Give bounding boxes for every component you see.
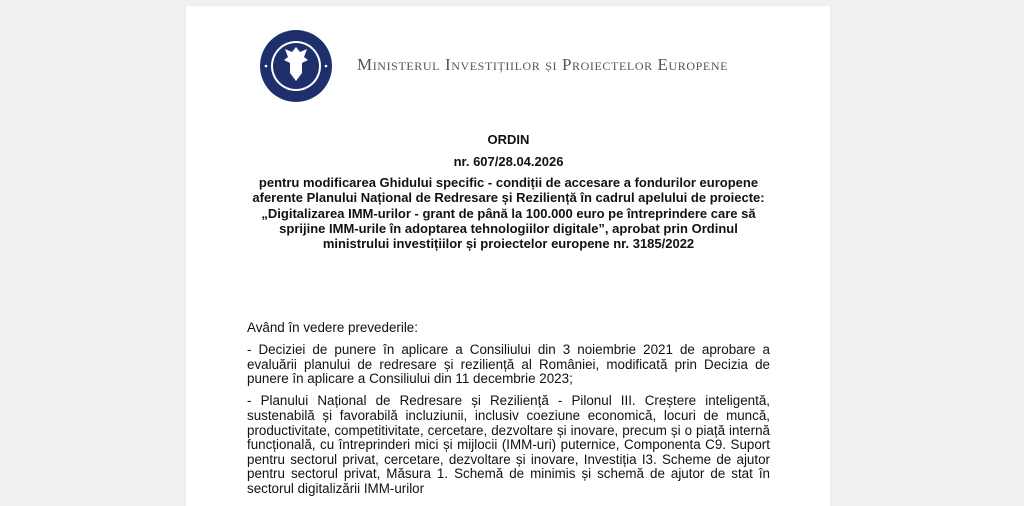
paragraph: - Planului Național de Redresare și Reziliență - Pilonul III. Creștere inteligentă, sustenabilă și favorabilă incluziunii, inclusiv coeziune economică, locuri de muncă, productivitate, competitivitate, cercetare, dezvoltare și inovare, precum și o piață internă funcțională, cu întreprinderi mici și mijlocii (IMM-uri) puternice, Componenta C9. Suport pentru sectorul privat, cercetare, dezvoltare și inovare, Investiția I3. Scheme de ajutor pentru sectorul privat, Măsura 1. Schemă de minimis și schemă de ajutor de stat în sectorul digitalizării IMM-urilor bbox=[247, 393, 770, 496]
ministry-name: Ministerul Investițiilor și Proiectelor Europene bbox=[357, 55, 729, 74]
order-number: nr. 607/28.04.2026 bbox=[453, 154, 564, 169]
government-seal-logo bbox=[259, 29, 333, 103]
document-heading: ORDIN bbox=[487, 132, 530, 147]
document-body bbox=[247, 321, 770, 504]
intro-paragraph: Având în vedere prevederile: bbox=[247, 320, 418, 335]
document-page bbox=[186, 6, 830, 506]
order-subject: pentru modificarea Ghidului specific - condiții de accesare a fondurilor europene aferente Planului Național de Redresare și Reziliență în cadrul apelului de proiecte: „Digitalizarea IMM-urilor - grant de până la 100.000 euro pe întreprindere care să sprijine IMM-urile în adoptarea tehnologiilor digitale”, aprobat prin Ordinul ministrului investițiilor și proiectelor europene nr. 3185/2022 bbox=[252, 175, 765, 252]
paragraph: - Deciziei de punere în aplicare a Consiliului din 3 noiembrie 2021 de aprobare a evaluării planului de redresare și reziliență al României, modificată prin Decizia de punere în aplicare a Consiliului din 11 decembrie 2023; bbox=[247, 342, 770, 387]
